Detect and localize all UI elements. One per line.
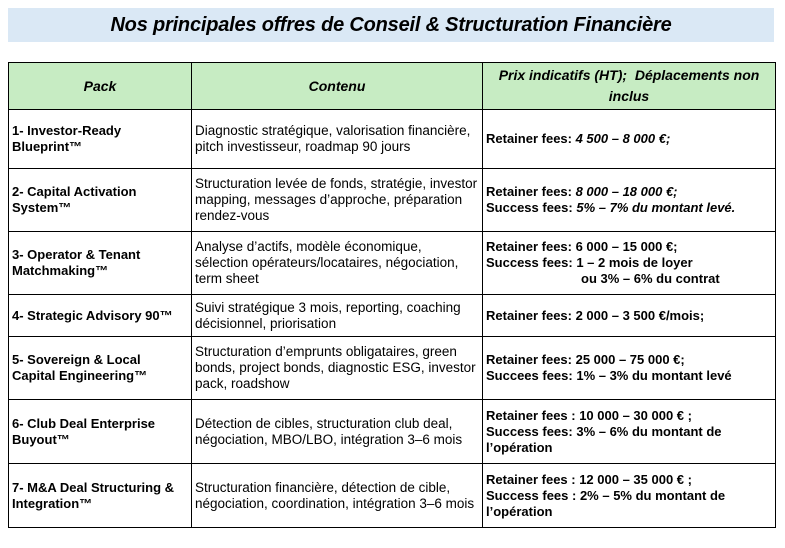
table-row (9, 464, 776, 528)
price-line: Retainer fees: (486, 184, 576, 199)
pack-name: 7- M&A Deal Structuring & Integration™ (9, 464, 192, 528)
price-line: 4 500 – 8 000 €; (575, 131, 671, 146)
pack-content: Diagnostic stratégique, valorisation financière, pitch investisseur, roadmap 90 jours (192, 110, 483, 169)
header-pack: Pack (9, 63, 192, 110)
price-line: Retainer fees: 25 000 – 75 000 €; (486, 352, 685, 367)
price-line: l’opération (486, 439, 553, 455)
offers-table (8, 62, 776, 528)
price-line: Success fees : 2% – 5% du montant de (486, 487, 726, 503)
pack-content: Structuration levée de fonds, stratégie, investor mapping, messages d’approche, préparation rendez-vous (192, 169, 483, 232)
pack-content: Suivi stratégique 3 mois, reporting, coaching décisionnel, priorisation (192, 295, 483, 337)
price-line: l’opération (486, 503, 553, 519)
price-line: 8 000 – 18 000 €; (575, 184, 678, 199)
pack-price (483, 400, 776, 464)
table-row (9, 169, 776, 232)
pack-price (483, 110, 776, 169)
pack-content: Analyse d’actifs, modèle économique, sélection opérateurs/locataires, négociation, term sheet (192, 232, 483, 295)
table-row (9, 232, 776, 295)
price-line: Retainer fees : 10 000 – 30 000 € ; (486, 407, 692, 423)
pack-name: 3- Operator & Tenant Matchmaking™ (9, 232, 192, 295)
price-line: Retainer fees: 2 000 – 3 500 €/mois; (486, 307, 705, 323)
header-contenu: Contenu (192, 63, 483, 110)
pack-name: 5- Sovereign & Local Capital Engineering™ (9, 337, 192, 400)
pack-name: 1- Investor-Ready Blueprint™ (9, 110, 192, 169)
table-row (9, 295, 776, 337)
pack-price (483, 295, 776, 337)
price-line: Retainer fees : 12 000 – 35 000 € ; (486, 471, 692, 487)
header-prix (483, 63, 776, 110)
table-row (9, 110, 776, 169)
price-line: 5% – 7% du montant levé. (576, 200, 736, 215)
header-prix-label: Prix indicatifs (HT); (498, 67, 628, 83)
header-prix-note: Déplacements non inclus (608, 67, 760, 104)
pack-price (483, 337, 776, 400)
pack-name: 6- Club Deal Enterprise Buyout™ (9, 400, 192, 464)
table-row (9, 337, 776, 400)
pack-content: Détection de cibles, structuration club deal, négociation, MBO/LBO, intégration 3–6 mois (192, 400, 483, 464)
pack-price (483, 232, 776, 295)
page-title: Nos principales offres de Conseil & Structuration Financière (110, 13, 672, 36)
pack-price (483, 169, 776, 232)
pack-content: Structuration financière, détection de cible, négociation, coordination, intégration 3–6 mois (192, 464, 483, 528)
price-line: Retainer fees: 6 000 – 15 000 €; (486, 239, 678, 254)
price-line: Retainer fees: (486, 131, 576, 146)
table-header-row (9, 63, 776, 110)
price-line: Succees fees: 1% – 3% du montant levé (486, 368, 732, 383)
title-banner (8, 8, 774, 42)
price-line: ou 3% – 6% du contrat (581, 271, 720, 286)
pack-content: Structuration d’emprunts obligataires, green bonds, project bonds, diagnostic ESG, investor pack, roadshow (192, 337, 483, 400)
pack-price (483, 464, 776, 528)
price-line: Success fees: (486, 200, 577, 215)
price-line: Success fees: 1 – 2 mois de loyer (486, 255, 693, 270)
pack-name: 2- Capital Activation System™ (9, 169, 192, 232)
price-line: Success fees: 3% – 6% du montant de (486, 423, 722, 439)
pack-name: 4- Strategic Advisory 90™ (9, 295, 192, 337)
table-row (9, 400, 776, 464)
